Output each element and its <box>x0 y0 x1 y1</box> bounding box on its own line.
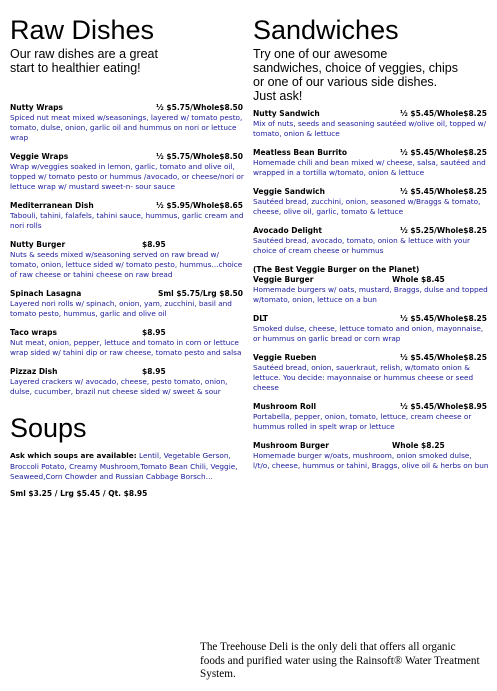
item-description: Spiced nut meat mixed w/seasonings, layered w/ tomato pesto, tomato, dulse, onion, garlic oil and hummus on nori or lettuce wrap <box>10 113 243 142</box>
item-description: Homemade burgers w/ oats, mustard, Braggs, dulse and topped w/tomato, onion, lettuce on a bun <box>253 285 488 304</box>
item-name: Veggie Sandwich <box>253 187 325 196</box>
item-price: ½ $5.45/Whole$8.95 <box>400 402 487 411</box>
raw-dishes-intro: Our raw dishes are a great start to healthier eating! <box>10 47 158 75</box>
item-description: Sautéed bread, zucchini, onion, seasoned w/Braggs & tomato, cheese, olive oil, garlic, tomato & lettuce <box>253 197 481 216</box>
item-name: DLT <box>253 314 268 323</box>
item-tagline: (The Best Veggie Burger on the Planet) <box>253 265 420 274</box>
menu-item <box>253 402 489 432</box>
item-description: Wrap w/veggies soaked in lemon, garlic, tomato and olive oil, topped w/ tomato pesto or hummus /avocado, or cheese/nori or lettuce wrap w/ mustard sweet-n- sour sauce <box>10 162 244 191</box>
raw-dishes-column <box>10 0 245 499</box>
item-price: ½ $5.45/Whole$8.25 <box>400 314 487 323</box>
menu-item <box>253 265 489 305</box>
soups-options: Lentil, Vegetable Gerson, Broccoli Potato, Creamy Mushroom,Tomato Bean Chili, Veggie, Seaweed,Corn Chowder and Russian Cabbage Borsch… <box>10 451 238 481</box>
item-name: Pizzaz Dish <box>10 367 58 376</box>
sandwiches-column <box>253 0 489 471</box>
menu-item <box>10 201 245 231</box>
soups-label: Ask which soups are available: <box>10 451 137 460</box>
item-description: Tabouli, tahini, falafels, tahini sauce, hummus, garlic cream and nori rolls <box>10 211 244 230</box>
menu-item <box>253 353 489 393</box>
item-name: Nutty Wraps <box>10 103 64 112</box>
item-description: Homemade chili and bean mixed w/ cheese, salsa, sautéed and wrapped in a tortilla w/tomato, onion & lettuce <box>253 158 486 177</box>
item-price: ½ $5.25/Whole$8.25 <box>400 226 487 235</box>
footer-note: The Treehouse Deli is the only deli that offers all organic foods and purified water using the Rainsoft® Water Treatment System. <box>200 641 480 680</box>
menu-item <box>253 314 489 344</box>
menu-item <box>253 187 489 217</box>
soup-prices: Sml $3.25 / Lrg $5.45 / Qt. $8.95 <box>10 488 148 498</box>
item-name: Nutty Sandwich <box>253 109 320 118</box>
item-price: ½ $5.95/Whole$8.65 <box>156 201 243 210</box>
item-price: ½ $5.45/Whole$8.25 <box>400 187 487 196</box>
item-description: Sautéed bread, avocado, tomato, onion & lettuce with your choice of cream cheese or hummus <box>253 236 470 255</box>
item-description: Smoked dulse, cheese, lettuce tomato and onion, mayonnaise, or hummus on garlic bread or corn wrap <box>253 324 484 343</box>
item-description: Portabella, pepper, onion, tomato, lettuce, cream cheese or hummus rolled in spelt wrap or lettuce <box>253 412 472 431</box>
raw-dishes-list <box>10 103 245 397</box>
sandwiches-list <box>253 109 489 471</box>
raw-dishes-title: Raw Dishes <box>10 15 155 45</box>
item-price: Whole $8.25 <box>392 441 445 450</box>
item-name: Veggie Burger <box>253 275 314 284</box>
item-name: Avocado Delight <box>253 226 322 235</box>
item-description: Layered crackers w/ avocado, cheese, pesto tomato, onion, dulse, cucumber, brazil nut cheese sided w/ sweet & sour <box>10 377 228 396</box>
item-price: Whole $8.45 <box>392 275 445 284</box>
item-description: Nut meat, onion, pepper, lettuce and tomato in corn or lettuce wrap sided w/ tahini dip or raw cheese, tomato pesto and salsa <box>10 338 242 357</box>
menu-item <box>253 109 489 139</box>
item-name: Spinach Lasagna <box>10 289 82 298</box>
menu-item <box>10 240 245 280</box>
item-name: Nutty Burger <box>10 240 66 249</box>
menu-item <box>10 367 245 397</box>
sandwiches-intro: Try one of our awesome sandwiches, choice of veggies, chips or one of our various side dishes. Just ask! <box>253 47 458 103</box>
menu-item <box>10 103 245 143</box>
item-description: Sautéed bread, onion, sauerkraut, relish, w/tomato onion & lettuce. You decide: mayonnaise or hummus cheese or seed cheese <box>253 363 474 392</box>
item-description: Mix of nuts, seeds and seasoning sautéed w/olive oil, topped w/ tomato, onion & lettuce <box>253 119 487 138</box>
menu-item <box>253 441 489 471</box>
item-price: $8.95 <box>142 328 166 337</box>
item-description: Nuts & seeds mixed w/seasoning served on raw bread w/ tomato, onion, lettuce sided w/ tomato pesto, hummus…choice of raw cheese or tahini cheese on raw bread <box>10 250 243 279</box>
item-name: Veggie Rueben <box>253 353 317 362</box>
menu-item <box>253 148 489 178</box>
item-price: Sml $5.75/Lrg $8.50 <box>157 289 243 298</box>
item-name: Mushroom Burger <box>253 441 329 450</box>
item-name: Meatless Bean Burrito <box>253 148 347 157</box>
soups-title: Soups <box>10 413 87 443</box>
menu-item <box>10 328 245 358</box>
item-name: Mushroom Roll <box>253 402 317 411</box>
menu-item <box>10 289 245 319</box>
item-price: ½ $5.75/Whole$8.50 <box>156 152 243 161</box>
item-name: Mediterranean Dish <box>10 201 94 210</box>
item-price: ½ $5.45/Whole$8.25 <box>400 109 487 118</box>
item-description: Homemade burger w/oats, mushroom, onion smoked dulse, l/t/o, cheese, hummus or tahini, Braggs, olive oil & herbs on bun <box>253 451 489 470</box>
item-price: $8.95 <box>142 367 166 376</box>
item-description: Layered nori rolls w/ spinach, onion, yam, zucchini, basil and tomato pesto, hummus, garlic and olive oil <box>10 299 232 318</box>
sandwiches-title: Sandwiches <box>253 15 399 45</box>
item-name: Taco wraps <box>10 328 57 337</box>
item-price: ½ $5.75/Whole$8.50 <box>156 103 243 112</box>
item-name: Veggie Wraps <box>10 152 69 161</box>
item-price: $8.95 <box>142 240 166 249</box>
item-price: ½ $5.45/Whole$8.25 <box>400 148 487 157</box>
item-price: ½ $5.45/Whole$8.25 <box>400 353 487 362</box>
menu-item <box>253 226 489 256</box>
menu-item <box>10 152 245 192</box>
soups-list <box>10 451 245 483</box>
